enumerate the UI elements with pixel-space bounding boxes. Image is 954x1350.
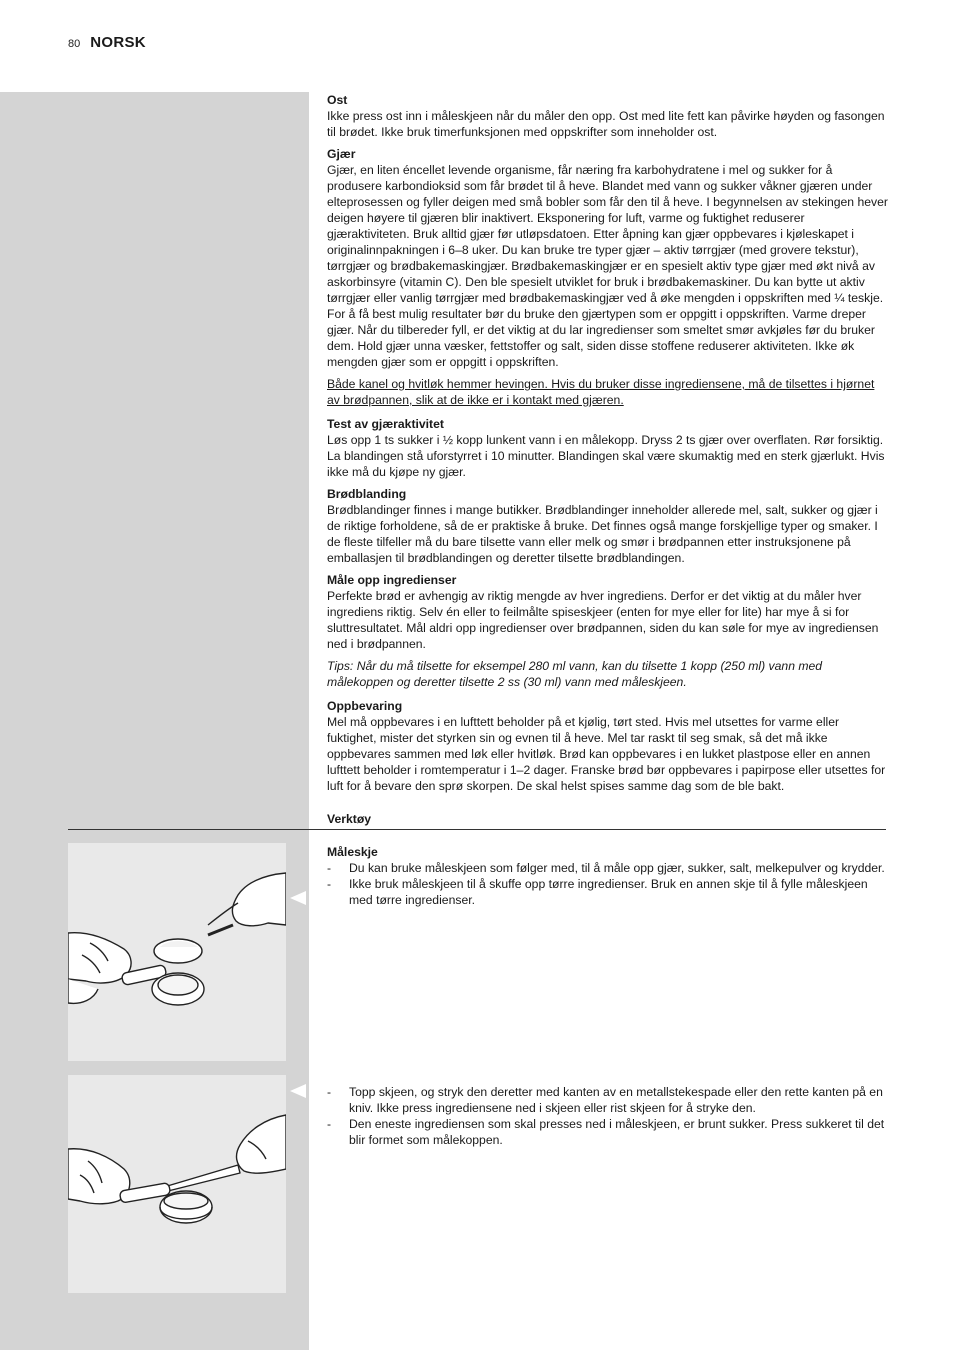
- list-dash: -: [327, 1085, 332, 1099]
- list-dash: -: [327, 877, 332, 891]
- measuring-spoon-title: Måleskje: [327, 845, 378, 859]
- pointer-arrow-icon: [288, 889, 306, 907]
- page-header: [68, 34, 146, 51]
- measuring-spoon-block: [327, 844, 887, 908]
- section-ost: [327, 92, 889, 140]
- tools-heading: Verktøy: [327, 812, 372, 826]
- divider-rule: [68, 829, 886, 830]
- pointer-arrow-icon: [288, 1082, 306, 1100]
- section-text: Perfekte brød er avhengig av riktig mengde av hver ingrediens. Derfor er det viktig at du måler hver ingrediens riktig. Selv én eller to feilmålte spiseskjeer (enten for mye eller for lite) har mye å si for sluttresultatet. Mål aldri opp ingredienser over brødpannen, siden du kan søle for mye av ingrediensen ned i brødpannen.: [327, 589, 879, 651]
- section-title: Brødblanding: [327, 487, 407, 501]
- section-text: Mel må oppbevares i en lufttett beholder på et kjølig, tørt sted. Hvis mel utsettes for varme eller fuktighet, mister det styrken sin og evnen til å heve. Mel tar raskt til seg smak, så det må ikke oppbevares sammen med løk eller hvitløk. Brød kan oppbevares i en lukket plastpose eller en annen lufttett beholder i romtemperatur i 1–2 dager. Franske brød bør oppbevares i papirpose eller utsettes for luft for å bevare den sprø skorpen. De skal helst spises samme dag som de ble bakt.: [327, 715, 886, 793]
- leveling-spoon-illustration: [68, 1075, 286, 1293]
- list-dash: -: [327, 861, 332, 875]
- section-title: Test av gjæraktivitet: [327, 417, 444, 431]
- section-title: Oppbevaring: [327, 699, 403, 713]
- list-item: [327, 1084, 887, 1116]
- list-dash: -: [327, 1117, 332, 1131]
- section-text: Brødblandinger finnes i mange butikker. Brødblandinger inneholder allerede mel, salt, sukker og gjær i de riktige forholdene, så de er praktiske å bruke. Det finnes også mange forskjellige typer og smaker. I de fleste tilfeller må du bare tilsette vann eller melk og smør i brødpannen etter instruksjonene på emballasjen til brødblandingen og deretter tilsette brødblandingen.: [327, 503, 878, 565]
- list-item-text: Den eneste ingrediensen som skal presses ned i måleskjeen, er brunt sukker. Press sukkeret til det blir formet som målekoppen.: [349, 1117, 885, 1147]
- section-male-opp: [327, 572, 889, 652]
- list-item: [327, 860, 887, 876]
- leveling-block: [327, 1084, 887, 1148]
- page-number: 80: [68, 38, 81, 50]
- section-brodblanding: [327, 486, 889, 566]
- section-text: Ikke press ost inn i måleskjeen når du måler den opp. Ost med lite fett kan påvirke høyden og fasongen til brødet. Ikke bruk timerfunksjonen med oppskrifter som inneholder ost.: [327, 109, 885, 139]
- tip-text: Tips: Når du må tilsette for eksempel 280 ml vann, kan du tilsette 1 kopp (250 ml) vann med målekoppen og deretter tilsette 2 ss (30 ml) vann med måleskjeen.: [327, 659, 823, 689]
- list-item: [327, 876, 887, 908]
- section-text: Løs opp 1 ts sukker i ½ kopp lunkent vann i en målekopp. Dryss 2 ts gjær over overflaten. Rør forsiktig. La blandingen stå uforstyrret i 10 minutter. Blandingen skal være skumaktig med en sterk gjærlukt. Hvis ikke må du kjøpe ny gjær.: [327, 433, 885, 479]
- section-title: Måle opp ingredienser: [327, 573, 457, 587]
- underlined-note: Både kanel og hvitløk hemmer hevingen. Hvis du bruker disse ingrediensene, må de tilsettes i hjørnet av brødpannen, slik at de ikke er i kontakt med gjæren.: [327, 377, 875, 407]
- list-item: [327, 1116, 887, 1148]
- section-title: Gjær: [327, 147, 356, 161]
- main-content: [327, 92, 889, 800]
- list-item-text: Ikke bruk måleskjeen til å skuffe opp tørre ingredienser. Bruk en annen skje til å fylle måleskjeen med tørre ingredienser.: [349, 877, 868, 907]
- language-title: NORSK: [90, 34, 146, 51]
- measuring-spoon-illustration: [68, 843, 286, 1061]
- list-item-text: Topp skjeen, og stryk den deretter med kanten av en metallstekespade eller den rette kanten på en kniv. Ikke press ingrediensene ned i skjeen eller rist skjeen for å stryke den.: [349, 1085, 883, 1115]
- section-title: Ost: [327, 93, 348, 107]
- section-gjaer: [327, 146, 889, 370]
- section-text: Gjær, en liten éncellet levende organisme, får næring fra karbohydratene i mel og sukker for å produsere karbondioksid som får brødet til å heve. Blandet med vann og sukker våkner gjæren under elteprosessen og fyller deigen med små bobler som får den til å heve. I begynnelsen av stekingen hever deigen høyere til gjæren blir inaktivert. Eksponering for luft, varme og fuktighet reduserer gjæraktiviteten. Bruk alltid gjær før utløpsdatoen. Etter åpning kan gjær oppbevares i kjøleskapet i originalinnpakningen i 6–8 uker. Du kan bruke tre typer gjær – aktiv tørrgjær (med grovere tekstur), tørrgjær og brødbakemaskingjær. Brødbakemaskingjær er en spesielt aktiv type gjær med økt nivå av askorbinsyre (vitamin C). Den ble spesielt utviklet for bruk i brødbakemaskiner. Du kan bytte ut aktiv tørrgjær eller vanlig tørrgjær med brødbakemaskingjær ved å øke mengden i oppskriften med ¼ teskje. For å få best mulig resultater bør du bruke den gjærtypen som er oppgitt i oppskriften. Varme dreper gjær. Når du tilbereder fyll, er det viktig at du lar ingredienser som smeltet smør avkjøles før du bruker dem. Hold gjær unna væsker, fettstoffer og salt, siden disse stoffene reduserer aktiviteten. Ikke øk mengden gjær som er oppgitt i oppskriften.: [327, 163, 888, 369]
- list-item-text: Du kan bruke måleskjeen som følger med, til å måle opp gjær, sukker, salt, melkepulver og krydder.: [349, 861, 885, 875]
- section-oppbevaring: [327, 698, 889, 794]
- section-test-gjaer: [327, 416, 889, 480]
